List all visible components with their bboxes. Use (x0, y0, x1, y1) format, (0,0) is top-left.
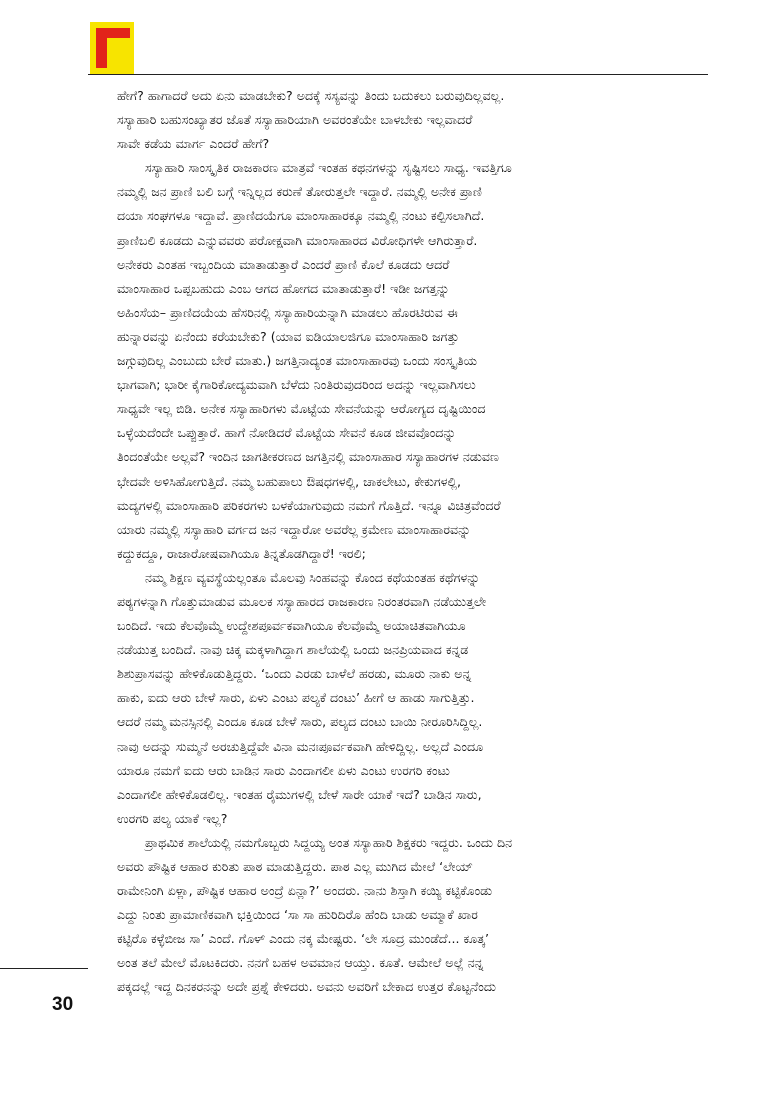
text-line: ಅನೇಕರು ಎಂತಹ ಇಬ್ಬಂದಿಯ ಮಾತಾಡುತ್ತಾರೆ ಎಂದರೆ ಪ್ರಾಣಿ ಕೊಲೆ ಕೂಡದು ಆದರೆ (117, 256, 450, 272)
text-line: ನಮ್ಮ ಶಿಕ್ಷಣ ವ್ಯವಸ್ಥೆಯಲ್ಲಂತೂ ಮೊಲವು ಸಿಂಹವನ್ನು ಕೊಂದ ಕಥೆಯಂತಹ ಕಥೆಗಳನ್ನು (145, 569, 480, 585)
text-line: ಹುನ್ನಾರವನ್ನು ಏನೆಂದು ಕರೆಯಬೇಕು? (ಯಾವ ಐಡಿಯಾಲಜಿಗೂ ಮಾಂಸಾಹಾರಿ ಜಗತ್ತು (117, 328, 460, 344)
text-line: ಕದ್ದುಕದ್ದೂ, ರಾಜಾರೋಷವಾಗಿಯೂ ತಿನ್ನತೊಡಗಿದ್ದಾರೆ! ಇರಲಿ; (117, 545, 366, 561)
text-line: ಒಳ್ಳೆಯದೆಂದೇ ಒಪ್ಪುತ್ತಾರೆ. ಹಾಗೆ ನೋಡಿದರೆ ಮೊಟ್ಟೆಯ ಸೇವನೆ ಕೂಡ ಜೀವವೊಂದನ್ನು (117, 425, 457, 441)
text-line: ಆದರೆ ನಮ್ಮ ಮನಸ್ಸಿನಲ್ಲಿ ಎಂದೂ ಕೂಡ ಬೇಳೆ ಸಾರು, ಪಲ್ಯದ ದಂಟು ಬಾಯಿ ನೀರೂರಿಸಿದ್ದಿಲ್ಲ. (117, 714, 483, 730)
footer-rule (0, 968, 88, 969)
text-line: ಭಾಗವಾಗಿ; ಭಾರೀ ಕೈಗಾರಿಕೋದ್ಯಮವಾಗಿ ಬೆಳೆದು ನಿಂತಿರುವುದರಿಂದ ಅದನ್ನು ಇಲ್ಲವಾಗಿಸಲು (117, 377, 476, 393)
header-rule (88, 74, 708, 75)
paragraph (117, 831, 707, 1000)
text-line: ಮದ್ಯಗಳಲ್ಲಿ ಮಾಂಸಾಹಾರಿ ಪರಿಕರಗಳು ಬಳಕೆಯಾಗುವುದು ನಮಗೆ ಗೊತ್ತಿದೆ. ಇನ್ನೂ ವಿಚಿತ್ರವೆಂದರೆ (117, 497, 501, 513)
text-line: ಎಂದಾಗಲೀ ಹೇಳಿಕೊಡಲಿಲ್ಲ. ಇಂತಹ ರೈಮುಗಳಲ್ಲಿ ಬೇಳೆ ಸಾರೇ ಯಾಕೆ ಇದೆ? ಬಾಡಿನ ಸಾರು, (117, 786, 482, 802)
text-line: ಹಾಕು, ಐದು ಆರು ಬೇಳೆ ಸಾರು, ಏಳು ಎಂಟು ಪಲ್ಯಕೆ ದಂಟು’ ಹೀಗೆ ಆ ಹಾಡು ಸಾಗುತ್ತಿತ್ತು. (117, 690, 475, 706)
text-line: ನಮ್ಮಲ್ಲಿ ಜನ ಪ್ರಾಣಿ ಬಲಿ ಬಗ್ಗೆ ಇನ್ನಿಲ್ಲದ ಕರುಣೆ ತೋರುತ್ತಲೇ ಇದ್ದಾರೆ. ನಮ್ಮಲ್ಲಿ ಅನೇಕ ಪ್ರಾಣಿ (117, 184, 482, 200)
text-line: ಜಗ್ಗುವುದಿಲ್ಲ ಎಂಬುದು ಬೇರೆ ಮಾತು.) ಜಗತ್ತಿನಾದ್ಯಂತ ಮಾಂಸಾಹಾರವು ಒಂದು ಸಂಸ್ಕೃತಿಯ (117, 353, 478, 369)
text-line: ಯಾರು ನಮ್ಮಲ್ಲಿ ಸಸ್ಯಾಹಾರಿ ವರ್ಗದ ಜನ ಇದ್ದಾರೋ ಅವರೆಲ್ಲ ಕ್ರಮೇಣ ಮಾಂಸಾಹಾರವನ್ನು (117, 521, 471, 537)
text-line: ದಯಾ ಸಂಘಗಳೂ ಇದ್ದಾವೆ. ಪ್ರಾಣಿದಯೆಗೂ ಮಾಂಸಾಹಾರಕ್ಕೂ ನಮ್ಮಲ್ಲಿ ನಂಟು ಕಲ್ಪಿಸಲಾಗಿದೆ. (117, 208, 485, 224)
text-line: ಶಿಶುಪ್ರಾಸವನ್ನು ಹೇಳಿಕೊಡುತ್ತಿದ್ದರು. ‘ಒಂದು ಎರಡು ಬಾಳೆಲೆ ಹರಡು, ಮೂರು ನಾಕು ಅನ್ನ (117, 666, 472, 682)
page-number: 30 (52, 994, 74, 1015)
text-line: ಪಠ್ಯಗಳನ್ನಾಗಿ ಗೊತ್ತುಮಾಡುವ ಮೂಲಕ ಸಸ್ಯಾಹಾರದ ರಾಜಕಾರಣ ನಿರಂತರವಾಗಿ ನಡೆಯುತ್ತಲೇ (117, 593, 487, 609)
text-line: ಪಕ್ಕದಲ್ಲೆ ಇದ್ದ ದಿನಕರನನ್ನು ಅದೇ ಪ್ರಶ್ನೆ ಕೇಳಿದರು. ಅವನು ಅವರಿಗೆ ಬೇಕಾದ ಉತ್ತರ ಕೊಟ್ಟನೆಂದು (117, 979, 497, 995)
text-line: ಸಾವೇ ಕಡೆಯ ಮಾರ್ಗ ಎಂದರೆ ಹೇಗೆ? (117, 136, 270, 152)
text-line: ಅವರು ಪೌಷ್ಟಿಕ ಆಹಾರ ಕುರಿತು ಪಾಠ ಮಾಡುತ್ತಿದ್ದರು. ಪಾಠ ಎಲ್ಲ ಮುಗಿದ ಮೇಲೆ ‘ಲೇಯ್ (117, 859, 474, 874)
article-body (117, 84, 707, 1000)
text-line: ಮಾಂಸಾಹಾರ ಒಪ್ಪಬಹುದು ಎಂಬ ಆಗದ ಹೋಗದ ಮಾತಾಡುತ್ತಾರೆ! ಇಡೀ ಜಗತ್ತನ್ನು (117, 280, 450, 296)
text-line: ಬಂದಿದೆ. ಇದು ಕೆಲವೊಮ್ಮೆ ಉದ್ದೇಶಪೂರ್ವಕವಾಗಿಯೂ ಕೆಲವೊಮ್ಮೆ ಅಯಾಚಿತವಾಗಿಯೂ (117, 618, 466, 634)
text-line: ಎದ್ದು ನಿಂತು ಪ್ರಾಮಾಣಿಕವಾಗಿ ಭಕ್ತಿಯಿಂದ ‘ಸಾ ಸಾ ಹುರಿದಿರೊ ಹೆಂದಿ ಬಾಡು ಅಮ್ಮಾಕೆ ಖಾರ (117, 907, 478, 923)
paragraph (117, 84, 707, 156)
text-line: ಸಸ್ಯಾಹಾರಿ ಬಹುಸಂಖ್ಯಾತರ ಜೊತೆ ಸಸ್ಯಾಹಾರಿಯಾಗಿ ಅವರಂತೆಯೇ ಬಾಳಬೇಕು ಇಲ್ಲವಾದರೆ (117, 112, 473, 128)
text-line: ಪ್ರಾಥಮಿಕ ಶಾಲೆಯಲ್ಲಿ ನಮಗೊಬ್ಬರು ಸಿದ್ದಯ್ಯ ಅಂತ ಸಸ್ಯಾಹಾರಿ ಶಿಕ್ಷಕರು ಇದ್ದರು. ಒಂದು ದಿನ (145, 834, 513, 850)
text-line: ರಾಮೇನಿಂಗಿ ಏಳ್ಲಾ, ಪೌಷ್ಟಿಕ ಆಹಾರ ಅಂದ್ರೆ ಏನ್ಲಾ?’ ಅಂದರು. ನಾನು ಶಿಸ್ತಾಗಿ ಕಯ್ಯಿ ಕಟ್ಟಿಕೊಂಡು (117, 883, 493, 899)
paragraph (117, 566, 707, 831)
text-line: ಪ್ರಾಣಿಬಲಿ ಕೂಡದು ಎನ್ನುವವರು ಪರೋಕ್ಷವಾಗಿ ಮಾಂಸಾಹಾರದ ವಿರೋಧಿಗಳೇ ಆಗಿರುತ್ತಾರೆ. (117, 232, 478, 248)
text-line: ಅಂತ ತಲೆ ಮೇಲೆ ಮೊಟಕಿದರು. ನನಗೆ ಬಹಳ ಅವಮಾನ ಆಯ್ತು. ಕೂತೆ. ಆಮೇಲೆ ಅಲ್ಲೆ ನನ್ನ (117, 955, 484, 971)
text-line: ನಾವು ಅದನ್ನು ಸುಮ್ಮನೆ ಅರಚುತ್ತಿದ್ದೆವೇ ವಿನಾ ಮನಃಪೂರ್ವಕವಾಗಿ ಹೇಳಿದ್ದಿಲ್ಲ. ಅಲ್ಲದೆ ಎಂದೂ (117, 738, 484, 754)
text-line: ಯಾರೂ ನಮಗೆ ಐದು ಆರು ಬಾಡಿನ ಸಾರು ಎಂದಾಗಲೀ ಏಳು ಎಂಟು ಉರಗರಿ ಕಂಟು (117, 762, 450, 778)
paragraph (117, 156, 707, 566)
text-line: ಭೇದವೇ ಅಳಿಸಿಹೋಗುತ್ತಿದೆ. ನಮ್ಮ ಬಹುಪಾಲು ಔಷಧಗಳಲ್ಲಿ, ಚಾಕಲೇಟು, ಕೇಕುಗಳಲ್ಲಿ, (117, 473, 462, 489)
text-line: ಹೇಗೆ? ಹಾಗಾದರೆ ಅದು ಏನು ಮಾಡಬೇಕು? ಅದಕ್ಕೆ ಸಸ್ಯವನ್ನು ತಿಂದು ಬದುಕಲು ಬರುವುದಿಲ್ಲವಲ್ಲ. (117, 88, 505, 103)
text-line: ಕಟ್ಟಿರೊ ಕಳ್ಳೆಬೀಜ ಸಾ’ ಎಂದೆ. ಗೊಳ್ ಎಂದು ನಕ್ಕ ಮೇಷ್ಟರು. ‘ಲೇ ಸೂದ್ರ ಮುಂಡೆದೆ... ಕೂತ್ಕ’ (117, 931, 490, 947)
magazine-logo-icon (90, 22, 134, 74)
logo-red-stem (96, 28, 107, 68)
text-line: ನಡೆಯುತ್ತ ಬಂದಿದೆ. ನಾವು ಚಿಕ್ಕ ಮಕ್ಕಳಾಗಿದ್ದಾಗ ಶಾಲೆಯಲ್ಲಿ ಒಂದು ಜನಪ್ರಿಯವಾದ ಕನ್ನಡ (117, 642, 469, 658)
text-line: ಸಸ್ಯಾಹಾರಿ ಸಾಂಸ್ಕೃತಿಕ ರಾಜಕಾರಣ ಮಾತ್ರವೆ ಇಂತಹ ಕಥನಗಳನ್ನು ಸೃಷ್ಟಿಸಲು ಸಾಧ್ಯ. ಇವತ್ತಿಗೂ (145, 160, 512, 176)
text-line: ಸಾಧ್ಯವೇ ಇಲ್ಲ ಬಿಡಿ. ಅನೇಕ ಸಸ್ಯಾಹಾರಿಗಳು ಮೊಟ್ಟೆಯ ಸೇವನೆಯನ್ನು ಆರೋಗ್ಯದ ದೃಷ್ಟಿಯಿಂದ (117, 401, 486, 417)
text-line: ಅಹಿಂಸೆಯ– ಪ್ರಾಣಿದಯೆಯ ಹೆಸರಿನಲ್ಲಿ ಸಸ್ಯಾಹಾರಿಯನ್ನಾಗಿ ಮಾಡಲು ಹೊರಟಿರುವ ಈ (117, 304, 458, 320)
text-line: ಉರಗರಿ ಪಲ್ಯ ಯಾಕೆ ಇಲ್ಲ? (117, 810, 228, 826)
text-line: ತಿಂದಂತೆಯೇ ಅಲ್ಲವೆ? ಇಂದಿನ ಜಾಗತೀಕರಣದ ಜಗತ್ತಿನಲ್ಲಿ ಮಾಂಸಾಹಾರ ಸಸ್ಯಾಹಾರಗಳ ನಡುವಣ (117, 449, 499, 465)
